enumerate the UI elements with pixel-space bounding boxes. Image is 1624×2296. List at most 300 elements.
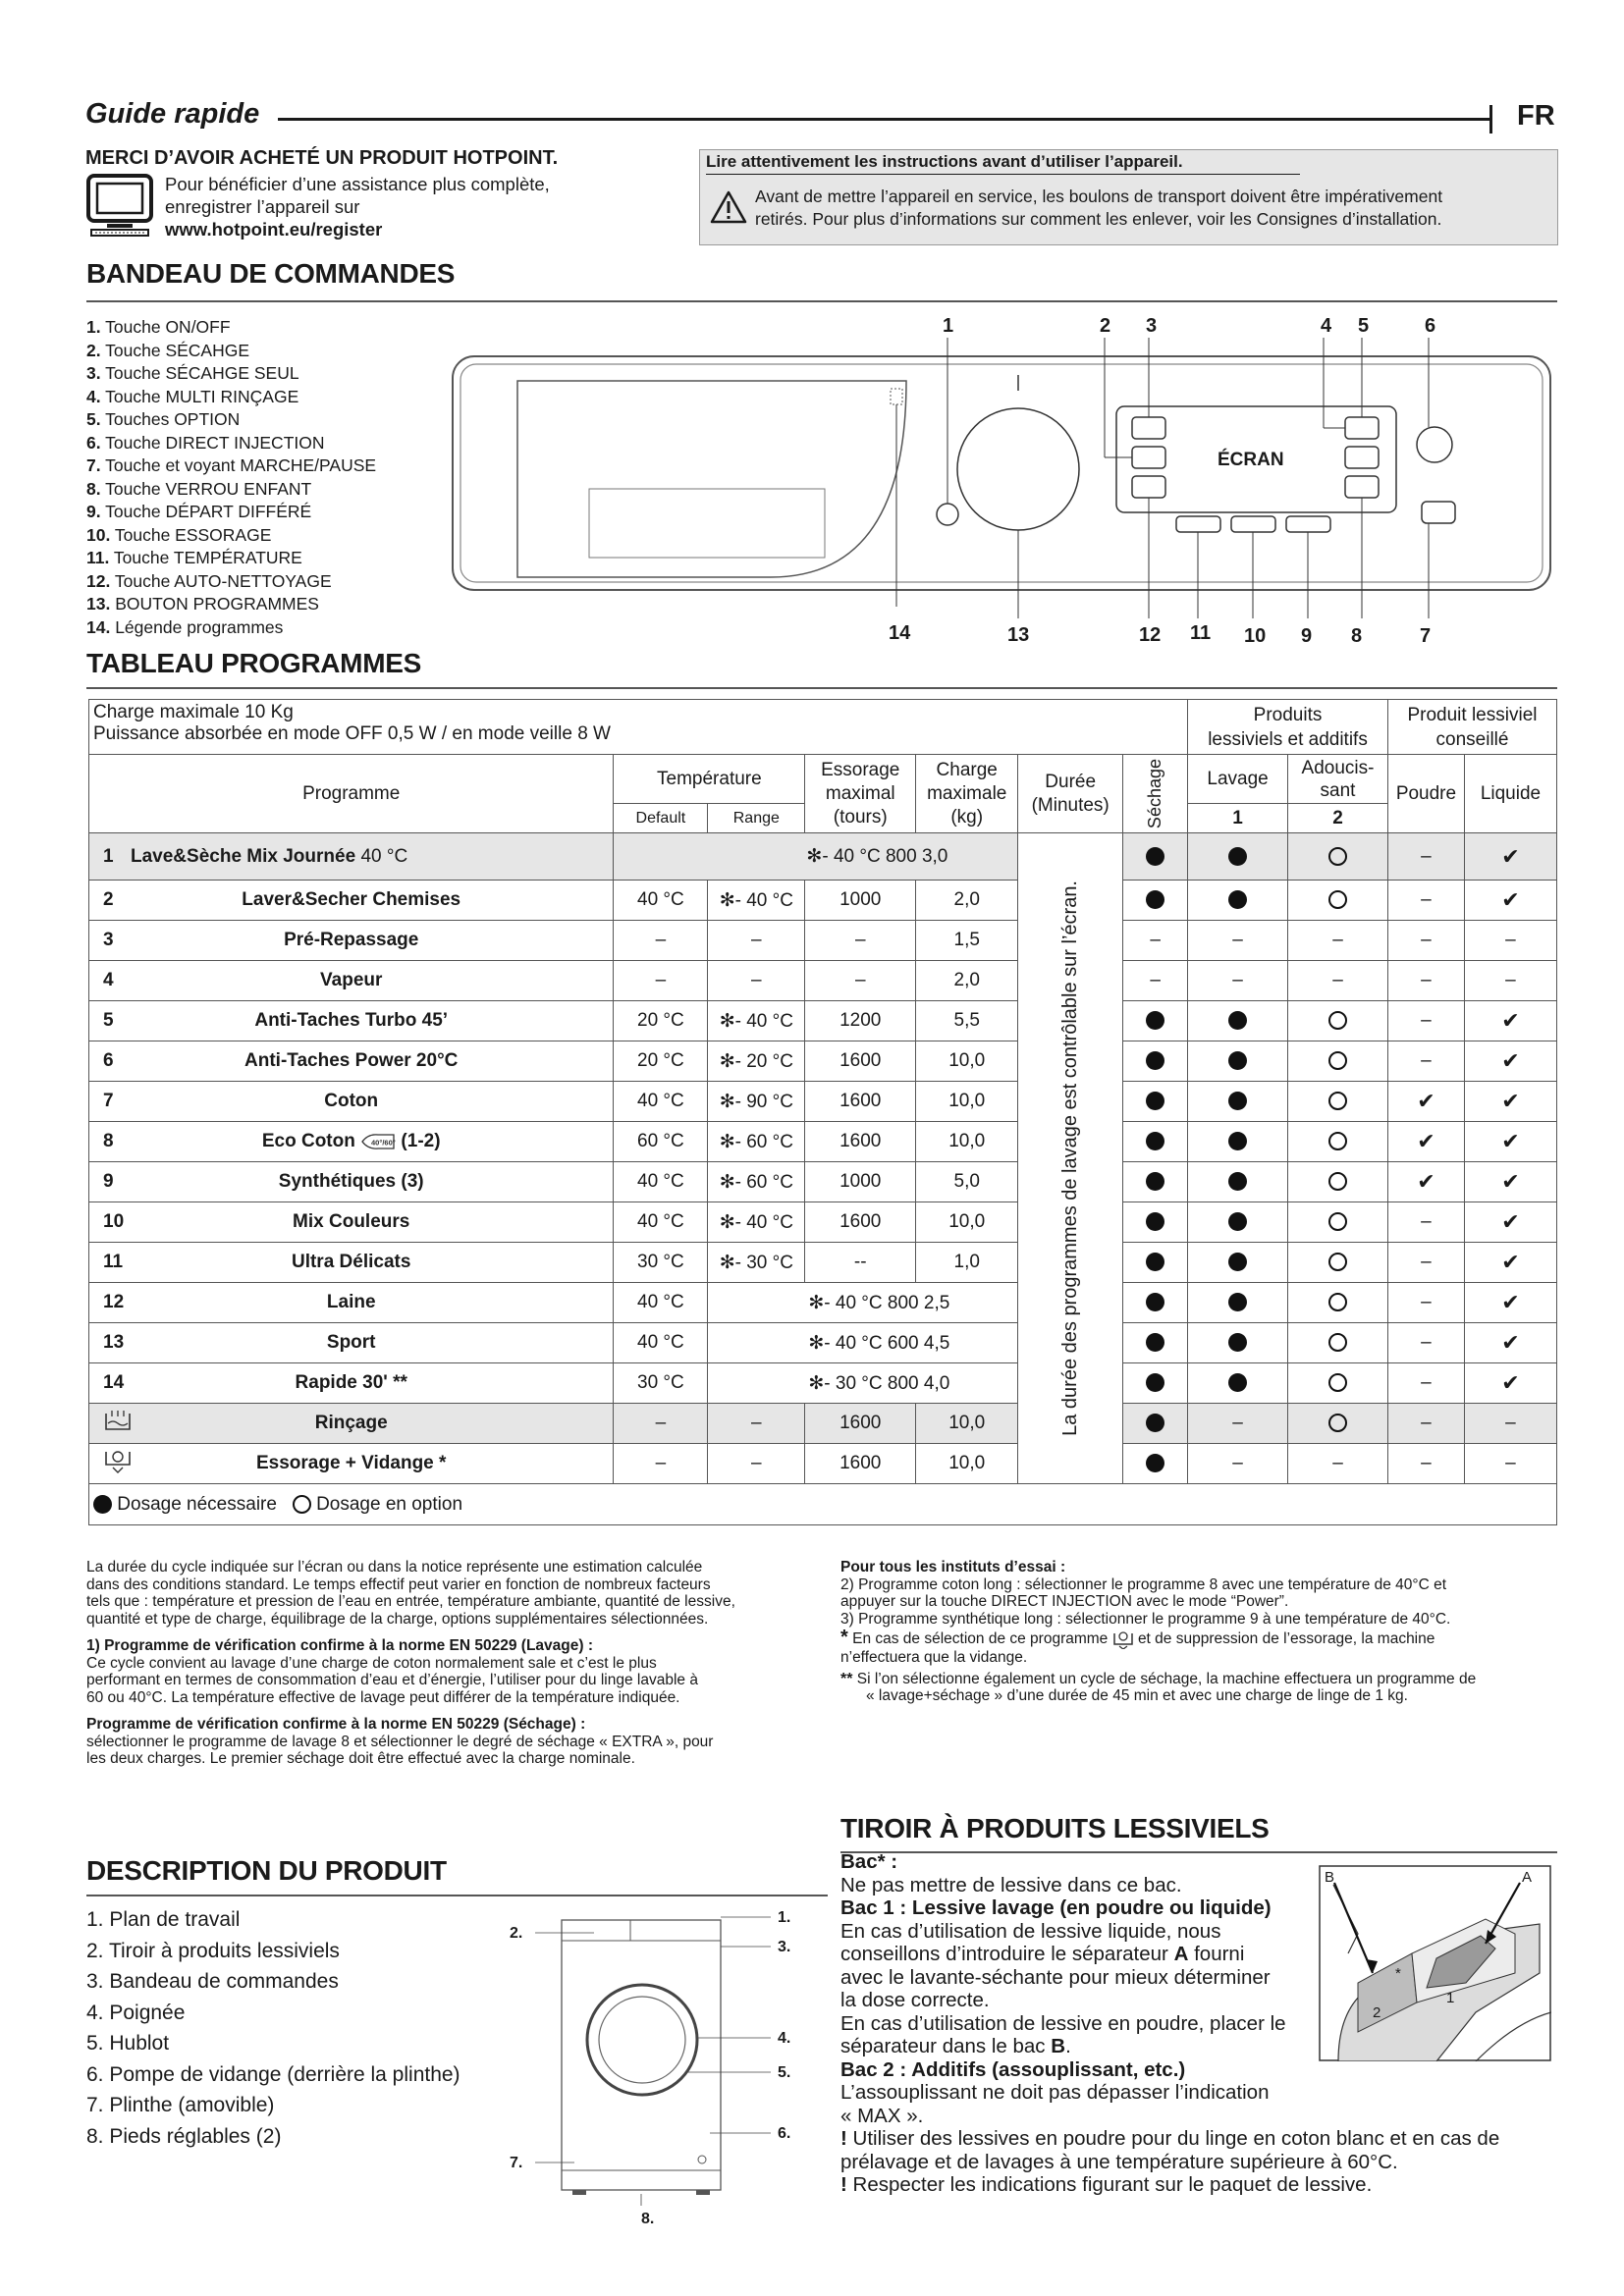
powder-cell [1387, 961, 1464, 1001]
liquid-cell [1464, 1162, 1556, 1202]
table-row [89, 1162, 1557, 1202]
drying-cell [1123, 881, 1188, 921]
program-number: 5 [103, 1010, 114, 1031]
note-line: sélectionner le programme de lavage 8 et sélectionner le degré de séchage « EXTRA », pour [86, 1733, 714, 1750]
powder-cell [1387, 1162, 1464, 1202]
note-line: La durée du cycle indiquée sur l’écran ou dans la notice représente une estimation calculée [86, 1559, 703, 1575]
products-header: Produits [1253, 704, 1323, 725]
eco-icon [360, 1133, 396, 1150]
drying-cell [1123, 1323, 1188, 1363]
required-dot-icon [1146, 1454, 1164, 1472]
dash: – [1505, 930, 1516, 950]
load-header: (kg) [950, 806, 984, 828]
table-row [89, 1444, 1557, 1484]
drawer-label-star: * [1395, 1965, 1401, 1982]
liquid-cell [1464, 833, 1556, 881]
controls-legend-item [86, 362, 376, 386]
eco-mark [355, 1131, 396, 1151]
load-cell: 10,0 [916, 1082, 1018, 1122]
drying-cell [1123, 1243, 1188, 1283]
table-row [89, 1082, 1557, 1122]
register-url[interactable]: www.hotpoint.eu/register [165, 219, 383, 240]
check-icon: ✔ [1501, 1370, 1520, 1395]
required-dot-icon [1228, 1293, 1247, 1311]
default-temp-cell: 20 °C [614, 1041, 708, 1082]
program-name: Lave&Sèche Mix Journée [131, 845, 356, 867]
softener-cell [1288, 833, 1388, 881]
panel-number: 11 [1190, 622, 1212, 644]
softener-cell [1288, 1404, 1388, 1444]
table-row [89, 1202, 1557, 1243]
controls-legend-item [86, 408, 376, 432]
liquid-cell [1464, 1082, 1556, 1122]
check-icon: ✔ [1417, 1089, 1435, 1113]
optional-circle-icon [1328, 1253, 1347, 1271]
required-dot-icon [1146, 847, 1164, 866]
check-icon: ✔ [1501, 843, 1520, 869]
range-cell: ✻- 30 °C [708, 1243, 805, 1283]
separator-a: A [1173, 1943, 1189, 1965]
dash: – [1150, 970, 1161, 990]
section-rule [86, 1895, 828, 1896]
default-header: Default [614, 804, 708, 833]
required-dot-icon [1146, 1293, 1164, 1311]
language-code: FR [1517, 100, 1555, 132]
programme-header: Programme [89, 755, 614, 833]
powder-cell [1387, 833, 1464, 881]
drying-cell [1123, 1283, 1188, 1323]
legend-optional: Dosage en option [316, 1493, 463, 1515]
optional-circle-icon [1328, 890, 1347, 909]
default-temp-cell: 40 °C [614, 1323, 708, 1363]
required-dot-icon [1228, 1011, 1247, 1030]
load-cell: 5,0 [916, 1162, 1018, 1202]
drawer-diagram [1319, 1865, 1551, 2061]
softener-cell [1288, 1162, 1388, 1202]
program-name-cell [89, 1122, 614, 1162]
recommended-header: conseillé [1435, 728, 1509, 750]
callout-label: 8. [641, 2211, 655, 2227]
spin-cell: 1200 [805, 1001, 916, 1041]
callout-label: 1. [778, 1909, 791, 1926]
spin-cell: 1000 [805, 1162, 916, 1202]
spin-cell: 1600 [805, 1404, 916, 1444]
required-dot-icon [1146, 1253, 1164, 1271]
drying-cell [1123, 1162, 1188, 1202]
range-cell: – [708, 1404, 805, 1444]
bac2-title: Bac 2 : Additifs (assouplissant, etc.) [840, 2057, 1186, 2081]
optional-circle-icon [1328, 847, 1347, 866]
liquid-cell [1464, 921, 1556, 961]
note-line: 3) Programme synthétique long : sélectionner le programme 9 à une température de 40°C. [840, 1610, 1451, 1628]
drying-cell [1123, 1001, 1188, 1041]
note-heading: Programme de vérification confirme à la norme EN 50229 (Séchage) : [86, 1716, 586, 1733]
check-icon: ✔ [1501, 1169, 1520, 1194]
programs-title: TABLEAU PROGRAMMES [86, 648, 421, 678]
drying-header: Séchage [1145, 758, 1165, 829]
table-row [89, 1243, 1557, 1283]
program-number: 3 [103, 930, 114, 950]
program-number: 7 [103, 1091, 114, 1111]
check-icon: ✔ [1501, 887, 1520, 912]
load-cell: 10,0 [916, 1444, 1018, 1484]
required-dot-icon [1146, 1132, 1164, 1150]
wash-cell [1188, 1323, 1288, 1363]
max-load-info: Charge maximale 10 Kg [93, 702, 294, 722]
spin-cell: 1600 [805, 1202, 916, 1243]
panel-number: 4 [1321, 315, 1332, 337]
dash: – [1421, 1413, 1432, 1433]
dash: – [1150, 930, 1161, 950]
item-number: 10. [86, 524, 111, 545]
register-line: enregistrer l’appareil sur [165, 196, 360, 217]
liquid-cell [1464, 1243, 1556, 1283]
controls-legend-item [86, 501, 376, 524]
liquid-cell [1464, 1323, 1556, 1363]
drying-cell [1123, 1041, 1188, 1082]
washing-machine-diagram [496, 1899, 820, 2228]
default-temp-cell: 40 °C [614, 1202, 708, 1243]
program-name-cell [89, 1243, 614, 1283]
controls-legend-item [86, 616, 376, 640]
required-dot-icon [1228, 1333, 1247, 1352]
program-name: Rinçage [314, 1413, 388, 1433]
drawer-warning: Utiliser des lessives en poudre pour du linge en coton blanc et en cas de [852, 2127, 1500, 2150]
note-heading: 1) Programme de vérification confirme à la norme EN 50229 (Lavage) : [86, 1637, 593, 1654]
duration-note: La durée des programmes de lavage est contrôlable sur l’écran. [1058, 881, 1081, 1436]
table-row [89, 1283, 1557, 1323]
softener-cell [1288, 881, 1388, 921]
warning-text [755, 186, 1541, 231]
item-label: BOUTON PROGRAMMES [115, 594, 319, 614]
softener-cell [1288, 961, 1388, 1001]
optional-circle-icon [1328, 1092, 1347, 1110]
drawer-text: Bac* : Ne pas mettre de lessive dans ce bac. Bac 1 : Lessive lavage (en poudre ou liquide) En cas d’utilisation de lessive liquide, nous conseillons d’introduire le séparateur A fourni avec le lavante-séchante pour mieux déterminer la dose correcte. En cas d’utilisation de lessive en poudre, placer le séparateur dans le bac B. Bac 2 : Additifs (assouplissant, etc.) L’assouplissant ne doit pas dépasser l’indication « MAX ». ! Utiliser des lessives en poudre pour du linge en coton blanc et en cas de prélavage et de lavages à une température supérieure à 60°C. ! Respecter les indications figurant sur le paquet de lessive. [840, 1850, 1562, 2197]
check-icon: ✔ [1501, 1089, 1520, 1113]
drying-cell [1123, 1082, 1188, 1122]
dash: – [1421, 1372, 1432, 1393]
wash-cell [1188, 1082, 1288, 1122]
softener-cell [1288, 1041, 1388, 1082]
drying-cell [1123, 1363, 1188, 1404]
drawer-line: avec le lavante-séchante pour mieux déterminer [840, 1965, 1271, 1989]
range-cell: ✻- 40 °C [708, 1001, 805, 1041]
drawer-line: fourni [1194, 1943, 1245, 1965]
load-header: Charge [936, 759, 998, 780]
description-item: 5. Hublot [86, 2032, 170, 2055]
program-name: Sport [326, 1332, 376, 1353]
wash-cell [1188, 1404, 1288, 1444]
duration-header: Durée [1045, 771, 1097, 792]
control-panel-diagram [447, 312, 1556, 646]
warning-icon [710, 189, 747, 225]
item-number: 2. [86, 340, 101, 360]
program-number: 8 [103, 1131, 114, 1151]
dash: – [1505, 1453, 1516, 1473]
note-line: dans des conditions standard. Le temps effectif peut varier en fonction de nombreux facteurs [86, 1575, 711, 1593]
required-dot-icon [1228, 1373, 1247, 1392]
softener-cell [1288, 1444, 1388, 1484]
program-name-cell [89, 961, 614, 1001]
program-name-cell [89, 1041, 614, 1082]
optional-circle-icon [1328, 1212, 1347, 1231]
spin-header: maximal [825, 782, 895, 804]
default-temp-cell: – [614, 921, 708, 961]
program-name-cell [89, 1404, 614, 1444]
item-label: Légende programmes [115, 616, 284, 637]
notes-left [86, 1559, 833, 1768]
note-line: performant en termes de consommation d’eau et d’énergie, l’utiliser pour du linge lavable à [86, 1672, 698, 1688]
item-label: Touche et voyant MARCHE/PAUSE [105, 455, 377, 475]
default-temp-cell: 40 °C [614, 881, 708, 921]
item-label: Touche VERROU ENFANT [105, 478, 312, 499]
compartment-1-header: 1 [1188, 804, 1288, 833]
description-item: 7. Plinthe (amovible) [86, 2094, 275, 2116]
drying-cell [1123, 1404, 1188, 1444]
wash-cell [1188, 881, 1288, 921]
program-number: 9 [103, 1171, 114, 1192]
callout-label: 6. [778, 2125, 791, 2142]
warning-title: Lire attentivement les instructions avant d’utiliser l’appareil. [706, 152, 1300, 175]
description-title: DESCRIPTION DU PRODUIT [86, 1855, 447, 1886]
program-name: Anti-Taches Turbo 45’ [254, 1010, 449, 1031]
liquid-cell [1464, 1202, 1556, 1243]
computer-icon [85, 173, 154, 238]
panel-number: 14 [889, 622, 911, 644]
softener-cell [1288, 1001, 1388, 1041]
check-icon: ✔ [1501, 1048, 1520, 1073]
load-cell: 2,0 [916, 961, 1018, 1001]
table-row [89, 1404, 1557, 1444]
powder-cell [1387, 1243, 1464, 1283]
check-icon: ✔ [1501, 1250, 1520, 1274]
powder-cell [1387, 1323, 1464, 1363]
wash-cell [1188, 1243, 1288, 1283]
optional-circle-icon [1328, 1333, 1347, 1352]
liquid-cell [1464, 961, 1556, 1001]
required-dot-icon [1146, 890, 1164, 909]
notes-right: Pour tous les instituts d’essai : 2) Programme coton long : sélectionner le programme 8 avec une température de 40°C et appuyer sur la touche DIRECT INJECTION avec le mode “Power”. 3) Programme synthétique long : sélectionner le programme 9 à une température de 40°C. * En cas de sélection de ce programme et de suppression de l’essorage, la machine n’effectuera que la vidange. ** Si l’on sélectionne également un cycle de séchage, la machine effectuera un programme de « lavage+séchage » d’une durée de 45 min et avec une charge de linge de 1 kg. [840, 1559, 1562, 1705]
dash: – [1421, 845, 1432, 867]
wash-cell [1188, 1202, 1288, 1243]
wash-cell [1188, 1283, 1288, 1323]
callout-label: 4. [778, 2030, 791, 2047]
program-name: Rapide 30' ** [295, 1372, 407, 1393]
liquid-cell [1464, 1404, 1556, 1444]
item-number: 14. [86, 616, 111, 637]
range-cell: ✻- 40 °C [708, 1202, 805, 1243]
callout-label: 3. [778, 1939, 791, 1955]
drawer-line: L’assouplissant ne doit pas dépasser l’indication [840, 2081, 1270, 2104]
table-row [89, 833, 1557, 881]
softener-cell [1288, 1283, 1388, 1323]
item-number: 13. [86, 594, 111, 614]
duration-note-cell [1018, 833, 1123, 1484]
wash-cell [1188, 1162, 1288, 1202]
controls-title: BANDEAU DE COMMANDES [86, 258, 456, 289]
default-temp-cell: – [614, 1444, 708, 1484]
drawer-label-1: 1 [1446, 1990, 1455, 2006]
liquid-cell [1464, 1444, 1556, 1484]
powder-cell [1387, 1202, 1464, 1243]
controls-legend-item [86, 454, 376, 478]
program-name: Laine [326, 1292, 376, 1312]
spin-cell: 1600 [805, 1444, 916, 1484]
drying-cell [1123, 1202, 1188, 1243]
required-dot-icon [1228, 1092, 1247, 1110]
note-line: En cas de sélection de ce programme [852, 1630, 1109, 1648]
program-name: Vapeur [320, 970, 383, 990]
range-cell: ✻- 90 °C [708, 1082, 805, 1122]
drawer-line: En cas d’utilisation de lessive liquide, nous [840, 1919, 1221, 1943]
required-dot-icon [1228, 1172, 1247, 1191]
register-text [165, 173, 550, 240]
spin-drain-icon [1112, 1629, 1134, 1649]
dash: – [1332, 930, 1343, 950]
item-label: Touches OPTION [105, 409, 241, 429]
default-temp-cell: 30 °C [614, 1243, 708, 1283]
thanks-heading: MERCI D’AVOIR ACHETÉ UN PRODUIT HOTPOINT. [85, 147, 559, 169]
liquid-cell [1464, 1363, 1556, 1404]
item-number: 3. [86, 363, 101, 383]
dash: – [1332, 1453, 1343, 1473]
dash: – [1505, 970, 1516, 990]
dash: – [1421, 1332, 1432, 1353]
table-row [89, 1363, 1557, 1404]
program-name-cell [89, 1082, 614, 1122]
products-header: lessiviels et additifs [1208, 728, 1368, 750]
panel-number: 12 [1139, 624, 1162, 646]
callout-label: 7. [510, 2155, 523, 2171]
default-temp-cell: – [614, 1404, 708, 1444]
note-line: « lavage+séchage » d’une durée de 45 min et avec une charge de linge de 1 kg. [866, 1687, 1408, 1704]
item-label: Touche MULTI RINÇAGE [105, 386, 299, 406]
load-cell: 1,5 [916, 921, 1018, 961]
softener-cell [1288, 1243, 1388, 1283]
range-cell: – [708, 1444, 805, 1484]
item-number: 9. [86, 502, 101, 521]
note-line: n’effectuera que la vidange. [840, 1649, 1028, 1666]
item-number: 7. [86, 455, 101, 475]
program-name: Mix Couleurs [293, 1211, 410, 1232]
dash: – [1232, 1453, 1243, 1473]
compartment-2-header: 2 [1288, 804, 1388, 833]
range-cell: ✻- 40 °C [708, 881, 805, 921]
load-cell: 1,0 [916, 1243, 1018, 1283]
liquid-cell [1464, 1122, 1556, 1162]
required-dot-icon [1146, 1172, 1164, 1191]
program-name: Coton [324, 1091, 379, 1111]
spin-header: (tours) [833, 806, 888, 828]
item-number: 12. [86, 570, 111, 591]
note-line: 2) Programme coton long : sélectionner le programme 8 avec une température de 40°C et [840, 1575, 1447, 1593]
load-header: maximale [927, 782, 1007, 804]
panel-number: 5 [1358, 315, 1370, 337]
spin-cell: 1000 [805, 881, 916, 921]
panel-number: 6 [1425, 315, 1436, 337]
table-row [89, 1122, 1557, 1162]
program-name: Pré-Repassage [284, 930, 419, 950]
liquid-cell [1464, 1283, 1556, 1323]
bac1-title: Bac 1 : Lessive lavage (en poudre ou liquide) [840, 1896, 1272, 1919]
softener-cell [1288, 1363, 1388, 1404]
wash-cell [1188, 961, 1288, 1001]
powder-cell [1387, 1001, 1464, 1041]
panel-number: 7 [1420, 625, 1432, 646]
check-icon: ✔ [1501, 1290, 1520, 1314]
required-dot-icon [1228, 847, 1247, 866]
warning-line: retirés. Pour plus d’informations sur comment les enlever, voir les Consignes d’installation. [755, 209, 1442, 229]
item-label: Touche DÉPART DIFFÉRÉ [105, 502, 312, 521]
liquid-cell [1464, 1001, 1556, 1041]
program-number: 4 [103, 970, 114, 990]
required-dot-icon [1228, 1132, 1247, 1150]
powder-header: Poudre [1387, 755, 1464, 833]
wash-cell [1188, 1041, 1288, 1082]
item-label: Touche DIRECT INJECTION [105, 432, 325, 453]
dash: – [1421, 1211, 1432, 1232]
dash: – [1421, 1252, 1432, 1272]
note-line: Si l’on sélectionne également un cycle de séchage, la machine effectuera un programme de [856, 1670, 1477, 1687]
power-info: Puissance absorbée en mode OFF 0,5 W / en mode veille 8 W [93, 723, 611, 744]
panel-number: 10 [1244, 625, 1267, 646]
softener-cell [1288, 1122, 1388, 1162]
drying-cell [1123, 1444, 1188, 1484]
warning-box [699, 149, 1558, 245]
program-suffix: 40 °C [360, 845, 408, 867]
load-cell: 10,0 [916, 1041, 1018, 1082]
required-dot-icon [1146, 1373, 1164, 1392]
bac-b: B [1051, 2035, 1066, 2057]
screen-label: ÉCRAN [1218, 450, 1284, 470]
item-number: 6. [86, 432, 101, 453]
default-temp-cell: 30 °C [614, 1363, 708, 1404]
range-spin-load-cell: ✻- 40 °C 800 3,0 [614, 833, 1018, 881]
wash-cell [1188, 833, 1288, 881]
powder-cell [1387, 1363, 1464, 1404]
check-icon: ✔ [1501, 1209, 1520, 1234]
section-rule [86, 300, 1557, 302]
required-dot-icon [93, 1495, 112, 1514]
wash-cell [1188, 1363, 1288, 1404]
range-cell: ✻- 20 °C [708, 1041, 805, 1082]
item-label: Touche ESSORAGE [114, 524, 272, 545]
item-label: Touche ON/OFF [105, 317, 231, 337]
item-number: 1. [86, 317, 101, 337]
spin-cell: 1600 [805, 1122, 916, 1162]
controls-legend-item [86, 478, 376, 502]
panel-number: 3 [1146, 315, 1158, 337]
required-dot-icon [1146, 1333, 1164, 1352]
header-rule [278, 118, 1490, 121]
dash: – [1421, 1010, 1432, 1031]
check-icon: ✔ [1501, 1129, 1520, 1153]
program-name: Anti-Taches Power 20°C [244, 1050, 459, 1071]
panel-number: 2 [1100, 315, 1111, 337]
table-row [89, 961, 1557, 1001]
item-label: Touche SÉCAHGE SEUL [105, 363, 299, 383]
note-line: et de suppression de l’essorage, la machine [1137, 1630, 1435, 1648]
panel-number: 9 [1301, 625, 1313, 646]
dash: – [1421, 1292, 1432, 1312]
range-cell: ✻- 60 °C [708, 1162, 805, 1202]
spin-header: Essorage [821, 759, 900, 780]
callout-label: 2. [510, 1925, 523, 1942]
drying-cell [1123, 921, 1188, 961]
program-name-cell [89, 1444, 614, 1484]
powder-cell [1387, 1122, 1464, 1162]
powder-cell [1387, 1283, 1464, 1323]
